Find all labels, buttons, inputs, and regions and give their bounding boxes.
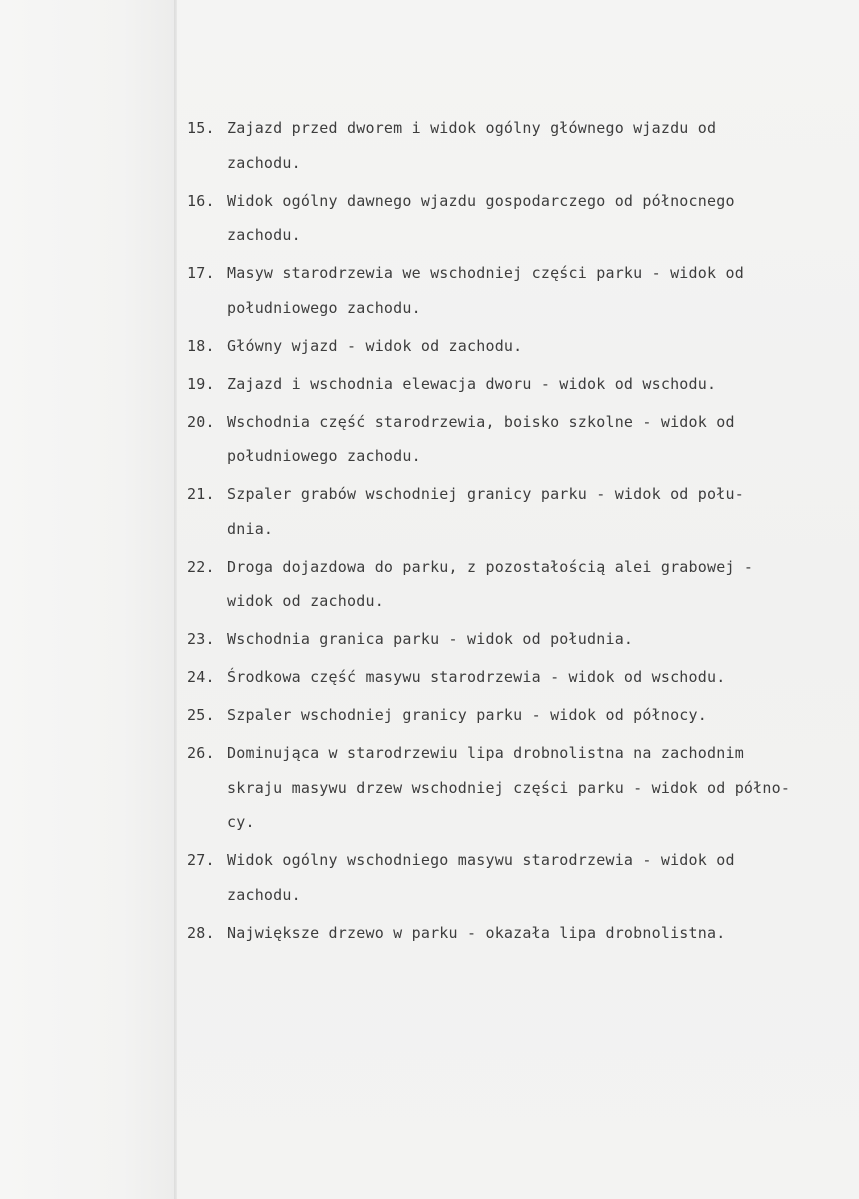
item-text: Droga dojazdowa do parku, z pozostałością alei grabowej - widok od zachodu. [227, 557, 754, 610]
item-number: 19. [187, 374, 215, 393]
item-text: Główny wjazd - widok od zachodu. [227, 336, 523, 355]
item-number: 24. [187, 668, 215, 686]
list-item [187, 259, 859, 325]
list-item [187, 480, 859, 546]
item-number: 26. [187, 744, 215, 762]
item-number: 23. [187, 630, 215, 648]
list-item [187, 114, 859, 180]
item-number: 15. [187, 119, 215, 137]
list-item [187, 739, 859, 840]
list-item [187, 553, 859, 619]
item-number: 20. [187, 412, 215, 431]
item-text: Masyw starodrzewia we wschodniej części parku - widok od południowego zachodu. [227, 264, 744, 317]
item-text: Dominująca w starodrzewiu lipa drobnolistna na zachodnim skraju masywu drzew wschodniej części parku - widok od półno- cy. [227, 744, 791, 831]
item-number: 21. [187, 485, 215, 503]
item-number: 28. [187, 923, 215, 942]
item-text: Szpaler wschodniej granicy parku - widok od północy. [227, 706, 707, 724]
item-number: 17. [187, 264, 215, 282]
list-item [187, 663, 859, 695]
item-text: Środkowa część masywu starodrzewia - widok od wschodu. [227, 668, 726, 686]
item-text: Wschodnia granica parku - widok od południa. [227, 630, 634, 648]
item-number: 27. [187, 851, 215, 869]
list-item [187, 370, 859, 402]
item-text: Widok ogólny dawnego wjazdu gospodarczego od północnego zachodu. [227, 191, 735, 244]
item-text: Szpaler grabów wschodniej granicy parku - widok od połu- dnia. [227, 485, 744, 538]
item-text: Widok ogólny wschodniego masywu starodrzewia - widok od zachodu. [227, 851, 735, 904]
item-number: 22. [187, 557, 215, 576]
list-item [187, 625, 859, 657]
photo-caption-list [187, 114, 859, 957]
item-text: Zajazd i wschodnia elewacja dworu - widok od wschodu. [227, 374, 717, 393]
list-item [187, 332, 859, 364]
item-text: Wschodnia część starodrzewia, boisko szkolne - widok od południowego zachodu. [227, 412, 735, 465]
list-item [187, 701, 859, 733]
item-number: 25. [187, 706, 215, 724]
typed-sheet [177, 0, 859, 1199]
underlying-page [0, 0, 176, 1199]
item-text: Największe drzewo w parku - okazała lipa drobnolistna. [227, 923, 726, 942]
item-number: 18. [187, 336, 215, 355]
list-item [187, 846, 859, 912]
item-text: Zajazd przed dworem i widok ogólny głównego wjazdu od zachodu. [227, 119, 717, 172]
item-number: 16. [187, 191, 215, 210]
list-item [187, 187, 859, 253]
list-item [187, 408, 859, 474]
list-item [187, 919, 859, 951]
